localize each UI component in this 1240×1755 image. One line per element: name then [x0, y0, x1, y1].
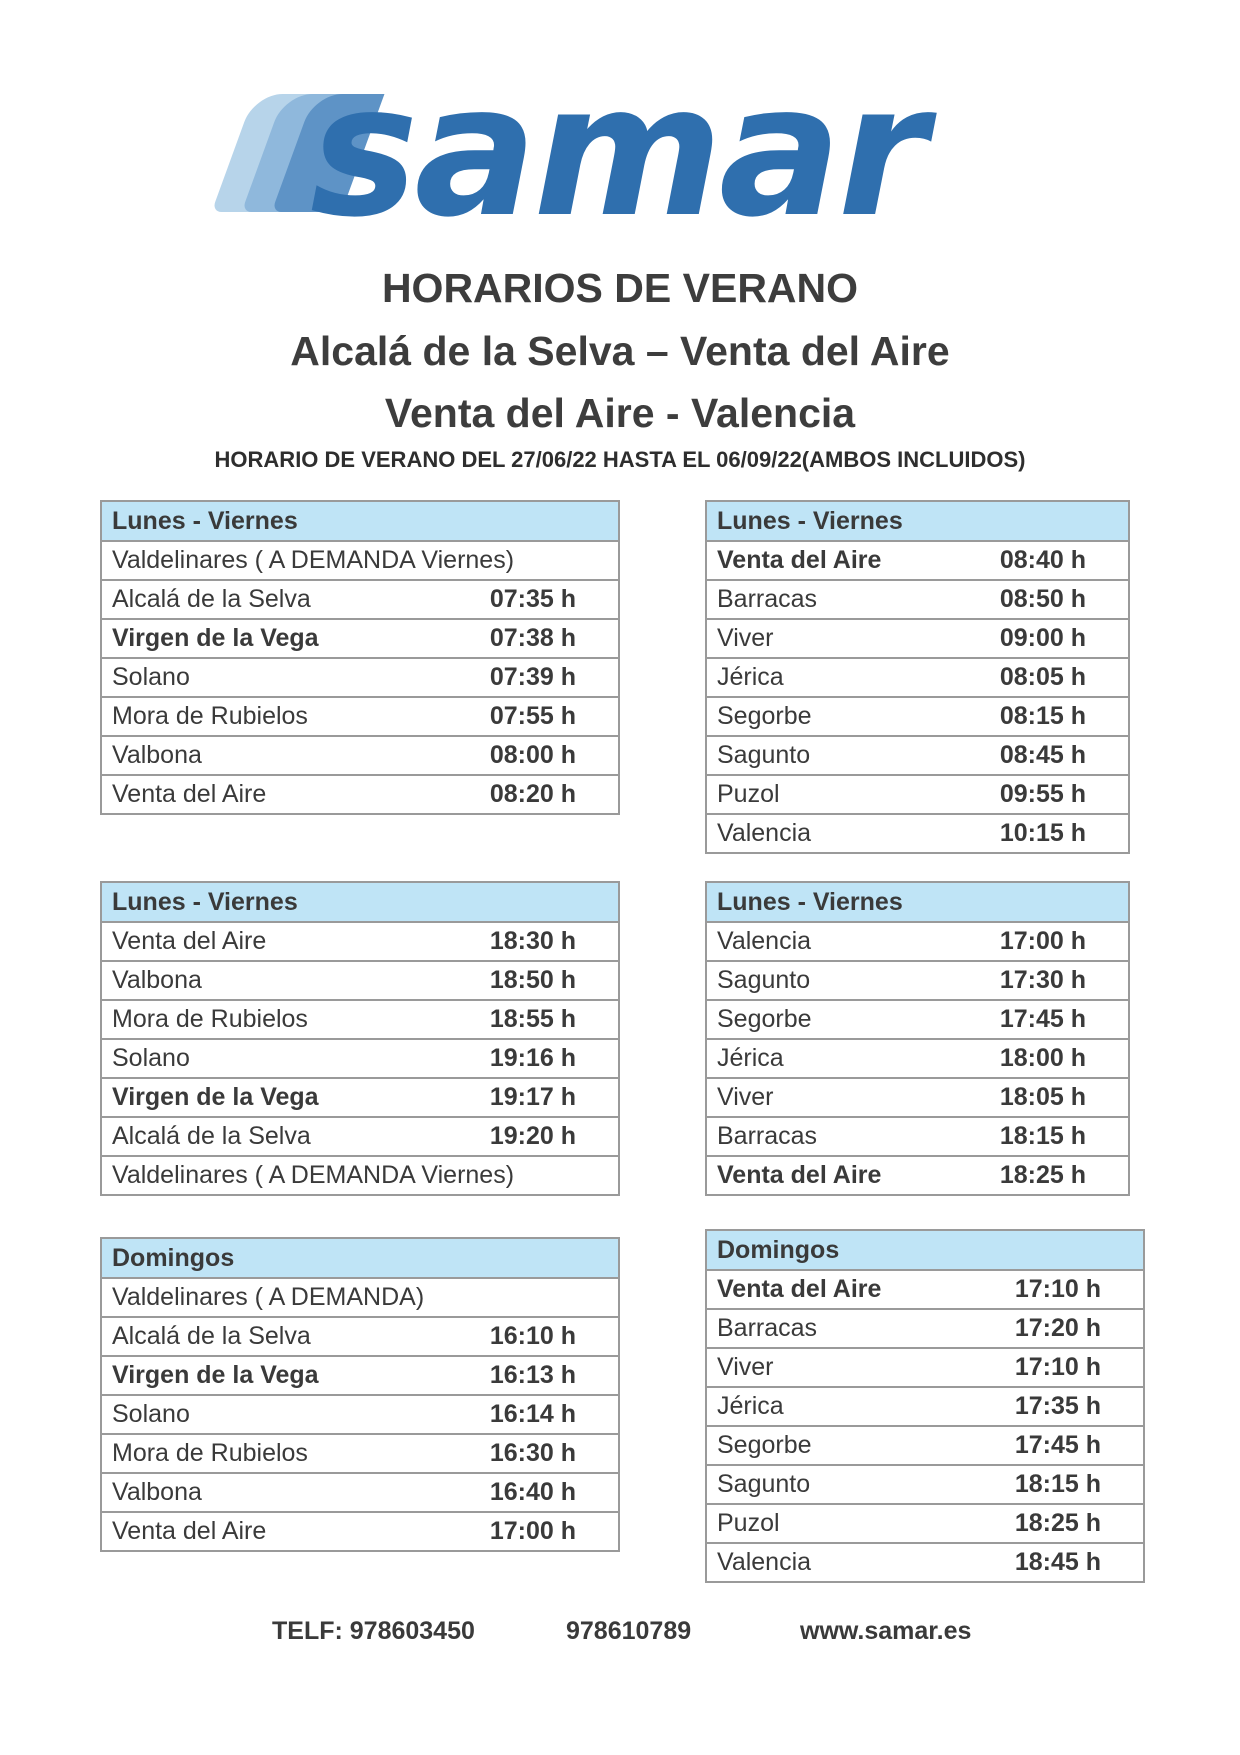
departure-time: 16:10 h: [422, 1317, 619, 1356]
departure-time: 17:00 h: [422, 1512, 619, 1551]
stop-name: Barracas: [706, 1117, 948, 1156]
departure-time: 18:25 h: [956, 1504, 1144, 1543]
timetable-row: [706, 922, 1129, 961]
timetable-row: [706, 1117, 1129, 1156]
stop-name: Valbona: [101, 961, 422, 1000]
timetable-row: [101, 1356, 619, 1395]
stop-name: Segorbe: [706, 697, 948, 736]
departure-time: 18:50 h: [422, 961, 619, 1000]
timetable-header: Domingos: [101, 1238, 619, 1278]
timetable-row: [101, 658, 619, 697]
timetable-row: [101, 1000, 619, 1039]
stop-name: Alcalá de la Selva: [101, 580, 422, 619]
departure-time: 18:15 h: [948, 1117, 1129, 1156]
stop-name: Mora de Rubielos: [101, 1434, 422, 1473]
timetable-row: [101, 580, 619, 619]
stop-name: Valencia: [706, 1543, 956, 1582]
departure-time: 18:30 h: [422, 922, 619, 961]
route-title-1: Alcalá de la Selva – Venta del Aire: [290, 328, 950, 374]
timetable-row: [101, 697, 619, 736]
timetable-row: [706, 1309, 1144, 1348]
stop-name: Valbona: [101, 1473, 422, 1512]
timetable-row: [706, 1387, 1144, 1426]
stop-name: Mora de Rubielos: [101, 1000, 422, 1039]
footer-phone-2: 978610789: [566, 1617, 692, 1645]
stop-name: Viver: [706, 619, 948, 658]
timetable-row: [706, 736, 1129, 775]
timetable-row: [706, 697, 1129, 736]
timetable-row: [101, 736, 619, 775]
timetable-row: [101, 1317, 619, 1356]
departure-time: 16:14 h: [422, 1395, 619, 1434]
timetable-row: [706, 1156, 1129, 1195]
departure-time: 08:00 h: [422, 736, 619, 775]
timetable-row: [706, 541, 1129, 580]
timetable-row: [706, 1543, 1144, 1582]
departure-time: 17:45 h: [948, 1000, 1129, 1039]
departure-time: 17:10 h: [956, 1270, 1144, 1309]
departure-time: 18:05 h: [948, 1078, 1129, 1117]
departure-time: 19:20 h: [422, 1117, 619, 1156]
stop-name: Solano: [101, 1395, 422, 1434]
timetable-row: [101, 961, 619, 1000]
stop-name: Valdelinares ( A DEMANDA Viernes): [101, 1156, 619, 1195]
stop-name: Mora de Rubielos: [101, 697, 422, 736]
departure-time: 18:45 h: [956, 1543, 1144, 1582]
departure-time: 08:20 h: [422, 775, 619, 814]
stop-name: Solano: [101, 1039, 422, 1078]
timetable-row: [706, 1465, 1144, 1504]
stop-name: Venta del Aire: [706, 1156, 948, 1195]
departure-time: 07:35 h: [422, 580, 619, 619]
timetable-row: [101, 1117, 619, 1156]
timetable-row: [101, 1078, 619, 1117]
departure-time: 16:30 h: [422, 1434, 619, 1473]
stop-name: Barracas: [706, 1309, 956, 1348]
timetable-row: [101, 922, 619, 961]
stop-name: Venta del Aire: [101, 1512, 422, 1551]
timetable-sunday-venta-valencia: [705, 1229, 1145, 1583]
timetable-row: [706, 1078, 1129, 1117]
departure-time: 17:45 h: [956, 1426, 1144, 1465]
departure-time: 08:15 h: [948, 697, 1129, 736]
stop-name: Viver: [706, 1348, 956, 1387]
stop-name: Jérica: [706, 1387, 956, 1426]
timetable-row: [706, 580, 1129, 619]
stop-name: Virgen de la Vega: [101, 619, 422, 658]
timetable-header: Lunes - Viernes: [101, 882, 619, 922]
timetable-row: [101, 775, 619, 814]
stop-name: Sagunto: [706, 961, 948, 1000]
timetable-weekday-venta-alcala: [100, 881, 620, 1196]
stop-name: Sagunto: [706, 736, 948, 775]
departure-time: 17:00 h: [948, 922, 1129, 961]
departure-time: 18:25 h: [948, 1156, 1129, 1195]
timetable-row: [706, 619, 1129, 658]
stop-name: Valdelinares ( A DEMANDA Viernes): [101, 541, 619, 580]
departure-time: 07:38 h: [422, 619, 619, 658]
departure-time: 18:55 h: [422, 1000, 619, 1039]
departure-time: 07:39 h: [422, 658, 619, 697]
timetable-header: Domingos: [706, 1230, 1144, 1270]
timetable-row: [101, 1473, 619, 1512]
departure-time: 19:17 h: [422, 1078, 619, 1117]
timetable-row: [101, 1156, 619, 1195]
stop-name: Jérica: [706, 658, 948, 697]
footer-phone-1: TELF: 978603450: [272, 1617, 475, 1645]
departure-time: 19:16 h: [422, 1039, 619, 1078]
timetable-row: [706, 1000, 1129, 1039]
departure-time: 10:15 h: [948, 814, 1129, 853]
timetable-row: [706, 1039, 1129, 1078]
timetable-row: [101, 1434, 619, 1473]
footer-website[interactable]: www.samar.es: [800, 1617, 972, 1645]
timetable-row: [706, 1504, 1144, 1543]
samar-logo: [215, 45, 1005, 257]
timetable-weekday-valencia-venta: [705, 881, 1130, 1196]
stop-name: Jérica: [706, 1039, 948, 1078]
stop-name: Alcalá de la Selva: [101, 1117, 422, 1156]
departure-time: 17:30 h: [948, 961, 1129, 1000]
stop-name: Valdelinares ( A DEMANDA): [101, 1278, 619, 1317]
timetable-row: [101, 541, 619, 580]
departure-time: 08:40 h: [948, 541, 1129, 580]
stop-name: Solano: [101, 658, 422, 697]
departure-time: 07:55 h: [422, 697, 619, 736]
departure-time: 17:10 h: [956, 1348, 1144, 1387]
stop-name: Viver: [706, 1078, 948, 1117]
departure-time: 08:05 h: [948, 658, 1129, 697]
departure-time: 09:00 h: [948, 619, 1129, 658]
timetable-header: Lunes - Viernes: [101, 501, 619, 541]
logo-wordmark: samar: [310, 45, 924, 257]
timetable-row: [706, 1426, 1144, 1465]
timetable-row: [706, 1348, 1144, 1387]
timetable-row: [706, 658, 1129, 697]
departure-time: 17:20 h: [956, 1309, 1144, 1348]
timetable-row: [101, 1039, 619, 1078]
timetable-row: [706, 775, 1129, 814]
stop-name: Venta del Aire: [101, 775, 422, 814]
timetable-row: [101, 619, 619, 658]
stop-name: Venta del Aire: [706, 541, 948, 580]
departure-time: 09:55 h: [948, 775, 1129, 814]
route-title-2: Venta del Aire - Valencia: [384, 390, 856, 436]
stop-name: Valencia: [706, 814, 948, 853]
timetable-row: [101, 1278, 619, 1317]
timetable-row: [101, 1512, 619, 1551]
timetable-weekday-venta-valencia: [705, 500, 1130, 854]
stop-name: Venta del Aire: [101, 922, 422, 961]
timetable-header: Lunes - Viernes: [706, 501, 1129, 541]
stop-name: Alcalá de la Selva: [101, 1317, 422, 1356]
stop-name: Venta del Aire: [706, 1270, 956, 1309]
stop-name: Segorbe: [706, 1000, 948, 1039]
stop-name: Segorbe: [706, 1426, 956, 1465]
stop-name: Virgen de la Vega: [101, 1078, 422, 1117]
timetable-row: [706, 814, 1129, 853]
stop-name: Sagunto: [706, 1465, 956, 1504]
departure-time: 16:13 h: [422, 1356, 619, 1395]
stop-name: Virgen de la Vega: [101, 1356, 422, 1395]
stop-name: Valencia: [706, 922, 948, 961]
stop-name: Valbona: [101, 736, 422, 775]
timetable-row: [706, 1270, 1144, 1309]
timetable-row: [101, 1395, 619, 1434]
departure-time: 18:00 h: [948, 1039, 1129, 1078]
validity-period: HORARIO DE VERANO DEL 27/06/22 HASTA EL 06/09/22(AMBOS INCLUIDOS): [214, 447, 1026, 472]
stop-name: Puzol: [706, 775, 948, 814]
stop-name: Puzol: [706, 1504, 956, 1543]
departure-time: 16:40 h: [422, 1473, 619, 1512]
departure-time: 17:35 h: [956, 1387, 1144, 1426]
departure-time: 08:50 h: [948, 580, 1129, 619]
departure-time: 08:45 h: [948, 736, 1129, 775]
departure-time: 18:15 h: [956, 1465, 1144, 1504]
timetable-sunday-alcala-venta: [100, 1237, 620, 1552]
page-title: HORARIOS DE VERANO: [381, 265, 859, 311]
timetable-row: [706, 961, 1129, 1000]
stop-name: Barracas: [706, 580, 948, 619]
timetable-header: Lunes - Viernes: [706, 882, 1129, 922]
timetable-weekday-alcala-venta: [100, 500, 620, 815]
